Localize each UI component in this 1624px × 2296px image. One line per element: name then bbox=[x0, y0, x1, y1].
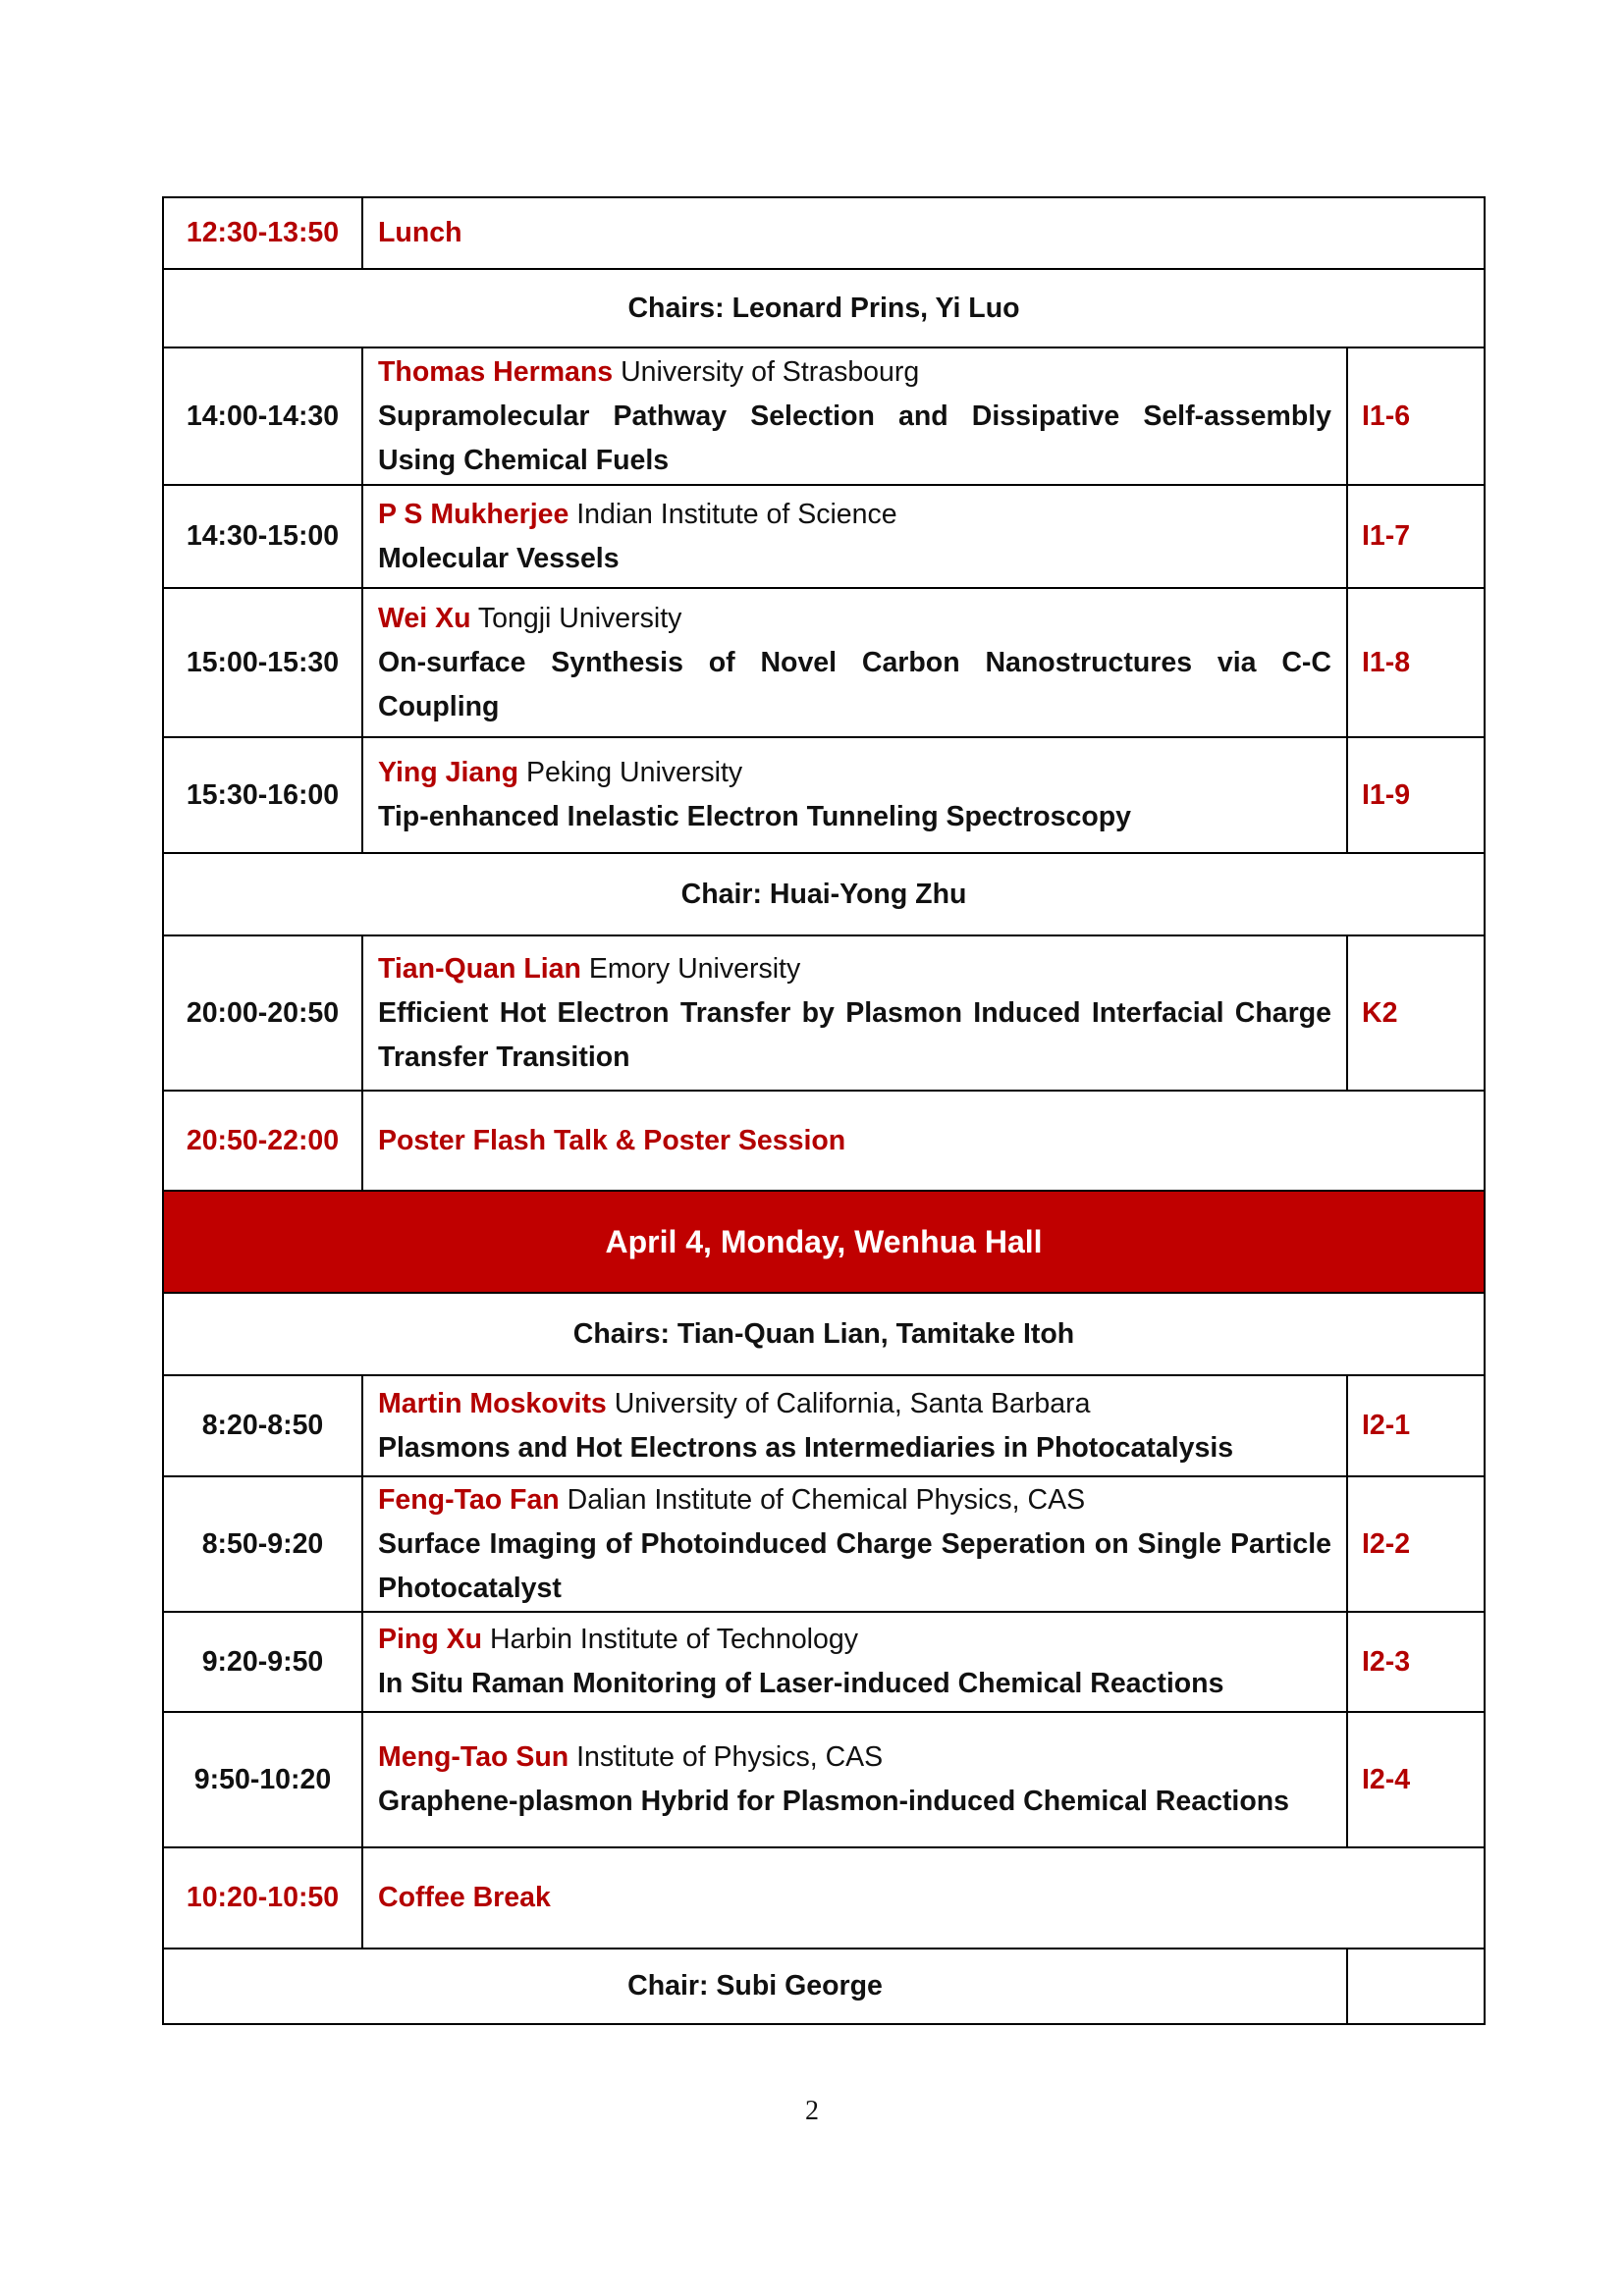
speaker-affiliation: University of Strasbourg bbox=[621, 355, 920, 388]
talk-row bbox=[163, 347, 1485, 485]
speaker-affiliation: University of California, Santa Barbara bbox=[614, 1387, 1091, 1419]
speaker-name: Ping Xu bbox=[378, 1624, 483, 1655]
day-banner: April 4, Monday, Wenhua Hall bbox=[163, 1191, 1485, 1293]
talk-details bbox=[362, 1612, 1347, 1712]
talk-details bbox=[362, 1476, 1347, 1612]
speaker-name: Wei Xu bbox=[378, 602, 471, 634]
chair-row bbox=[163, 269, 1485, 347]
talk-code: I1-6 bbox=[1347, 347, 1485, 485]
talk-code: I1-9 bbox=[1347, 737, 1485, 853]
talk-title: Tip-enhanced Inelastic Electron Tunneling Spectroscopy bbox=[378, 801, 1132, 832]
speaker-affiliation: Emory University bbox=[588, 952, 801, 985]
schedule-row-lunch bbox=[163, 197, 1485, 269]
speaker-line bbox=[378, 597, 1331, 641]
talk-time: 15:00-15:30 bbox=[163, 588, 362, 737]
talk-time: 9:20-9:50 bbox=[163, 1612, 362, 1712]
talk-row bbox=[163, 1712, 1485, 1847]
talk-time: 8:50-9:20 bbox=[163, 1476, 362, 1612]
session-chairs: Chairs: Tian-Quan Lian, Tamitake Itoh bbox=[163, 1293, 1485, 1375]
talk-row bbox=[163, 588, 1485, 737]
talk-time: 14:30-15:00 bbox=[163, 485, 362, 588]
talk-row bbox=[163, 737, 1485, 853]
session-chairs: Chairs: Leonard Prins, Yi Luo bbox=[163, 269, 1485, 347]
talk-details bbox=[362, 1375, 1347, 1476]
speaker-line bbox=[378, 1618, 1331, 1662]
session-time: 12:30-13:50 bbox=[163, 197, 362, 269]
speaker-name: Thomas Hermans bbox=[378, 355, 614, 388]
schedule-table bbox=[162, 196, 1486, 2025]
speaker-line bbox=[378, 751, 1331, 795]
talk-row bbox=[163, 1476, 1485, 1612]
talk-code: I1-7 bbox=[1347, 485, 1485, 588]
talk-title: Plasmons and Hot Electrons as Intermediaries in Photocatalysis bbox=[378, 1431, 1234, 1464]
talk-code: I2-1 bbox=[1347, 1375, 1485, 1476]
talk-code: I1-8 bbox=[1347, 588, 1485, 737]
talk-title: Graphene-plasmon Hybrid for Plasmon-induced Chemical Reactions bbox=[378, 1786, 1290, 1817]
talk-time: 8:20-8:50 bbox=[163, 1375, 362, 1476]
talk-time: 15:30-16:00 bbox=[163, 737, 362, 853]
speaker-line bbox=[378, 493, 1331, 537]
talk-code: K2 bbox=[1347, 935, 1485, 1091]
talk-code: I2-2 bbox=[1347, 1476, 1485, 1612]
talk-details bbox=[362, 935, 1347, 1091]
talk-details bbox=[362, 347, 1347, 485]
talk-code: I2-3 bbox=[1347, 1612, 1485, 1712]
speaker-name: P S Mukherjee bbox=[378, 498, 569, 530]
talk-title: On-surface Synthesis of Novel Carbon Nanostructures via C-C Coupling bbox=[378, 646, 1331, 722]
talk-title: In Situ Raman Monitoring of Laser-induced Chemical Reactions bbox=[378, 1668, 1224, 1699]
speaker-affiliation: Tongji University bbox=[477, 602, 682, 634]
chair-row bbox=[163, 853, 1485, 935]
talk-title: Supramolecular Pathway Selection and Dissipative Self-assembly Using Chemical Fuels bbox=[378, 400, 1331, 476]
talk-row bbox=[163, 1375, 1485, 1476]
talk-details bbox=[362, 588, 1347, 737]
speaker-name: Ying Jiang bbox=[378, 757, 519, 788]
speaker-affiliation: Dalian Institute of Chemical Physics, CAS bbox=[567, 1483, 1086, 1516]
event-label: Poster Flash Talk & Poster Session bbox=[362, 1091, 1485, 1191]
speaker-line bbox=[378, 1478, 1331, 1522]
talk-row bbox=[163, 935, 1485, 1091]
speaker-name: Meng-Tao Sun bbox=[378, 1741, 569, 1773]
talk-time: 14:00-14:30 bbox=[163, 347, 362, 485]
talk-title: Molecular Vessels bbox=[378, 542, 620, 574]
page-number: 2 bbox=[805, 2096, 819, 2126]
speaker-line bbox=[378, 350, 1331, 395]
talk-details bbox=[362, 737, 1347, 853]
speaker-line bbox=[378, 947, 1331, 991]
session-time: 20:50-22:00 bbox=[163, 1091, 362, 1191]
talk-code: I2-4 bbox=[1347, 1712, 1485, 1847]
session-chairs: Chair: Subi George bbox=[163, 1949, 1347, 2024]
talk-time: 9:50-10:20 bbox=[163, 1712, 362, 1847]
talk-title: Efficient Hot Electron Transfer by Plasmon Induced Interfacial Charge Transfer Transition bbox=[378, 996, 1331, 1073]
speaker-name: Tian-Quan Lian bbox=[378, 952, 581, 985]
speaker-affiliation: Institute of Physics, CAS bbox=[576, 1741, 884, 1773]
speaker-affiliation: Harbin Institute of Technology bbox=[490, 1624, 858, 1655]
event-label: Lunch bbox=[362, 197, 1485, 269]
speaker-name: Martin Moskovits bbox=[378, 1387, 607, 1419]
session-time: 10:20-10:50 bbox=[163, 1847, 362, 1949]
speaker-name: Feng-Tao Fan bbox=[378, 1483, 560, 1516]
talk-details bbox=[362, 1712, 1347, 1847]
schedule-row-poster-session bbox=[163, 1091, 1485, 1191]
schedule-row-coffee-break bbox=[163, 1847, 1485, 1949]
session-chairs: Chair: Huai-Yong Zhu bbox=[163, 853, 1485, 935]
speaker-affiliation: Peking University bbox=[525, 757, 743, 788]
chair-row bbox=[163, 1949, 1485, 2024]
talk-row bbox=[163, 485, 1485, 588]
speaker-affiliation: Indian Institute of Science bbox=[576, 498, 897, 530]
speaker-line bbox=[378, 1382, 1331, 1426]
speaker-line bbox=[378, 1735, 1331, 1780]
day-banner-row bbox=[163, 1191, 1485, 1293]
empty-code-cell bbox=[1347, 1949, 1485, 2024]
event-label: Coffee Break bbox=[362, 1847, 1485, 1949]
chair-row bbox=[163, 1293, 1485, 1375]
talk-time: 20:00-20:50 bbox=[163, 935, 362, 1091]
talk-row bbox=[163, 1612, 1485, 1712]
talk-details bbox=[362, 485, 1347, 588]
talk-title: Surface Imaging of Photoinduced Charge Seperation on Single Particle Photocatalyst bbox=[378, 1527, 1331, 1604]
